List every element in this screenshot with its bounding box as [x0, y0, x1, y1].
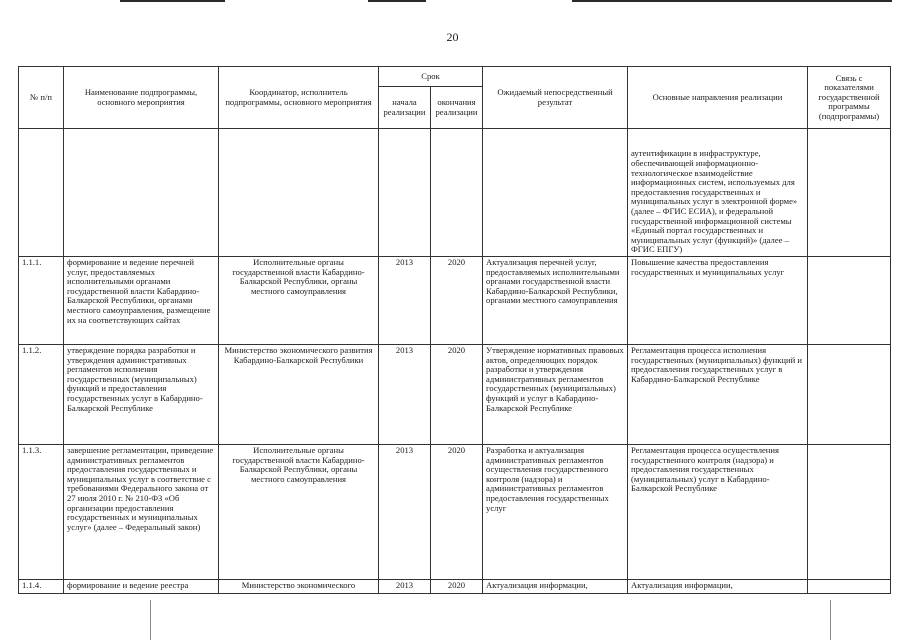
table-row	[19, 580, 891, 594]
header-result: Ожидаемый непосредственный результат	[483, 67, 628, 129]
header-coordinator: Координатор, исполнитель подпрограммы, основного мероприятия	[219, 67, 379, 129]
row-link	[808, 445, 891, 580]
scan-edge-line	[120, 0, 225, 2]
row-end: 2020	[431, 257, 483, 345]
row-coordinator: Министерство экономического	[219, 580, 379, 594]
row-result: Актуализация перечней услуг, предоставляемых исполнительными органами государственной власти Кабардино-Балкарской Республики, органами местного самоуправления	[483, 257, 628, 345]
row-start: 2013	[379, 257, 431, 345]
header-name: Наименование подпрограммы, основного мероприятия	[64, 67, 219, 129]
row-link	[808, 257, 891, 345]
row-end: 2020	[431, 445, 483, 580]
row-name: завершение регламентации, приведение административных регламентов предоставления государственных и муниципальных услуг в соответствие с требованиями Федерального закона от 27 июля 2010 г. № 210-ФЗ «Об организации предоставления государственных и муниципальных услуг» (далее – Федеральный закон)	[64, 445, 219, 580]
header-link: Связь с показателями государственной программы (подпрограммы)	[808, 67, 891, 129]
row-num: 1.1.3.	[19, 445, 64, 580]
row-num: 1.1.1.	[19, 257, 64, 345]
row-num: 1.1.2.	[19, 345, 64, 445]
scan-edge-line	[368, 0, 426, 2]
row-directions: Регламентация процесса исполнения государственных (муниципальных) функций и предоставления государственных услуг в Кабардино-Балкарской Республике	[628, 345, 808, 445]
row-name: формирование и ведение перечней услуг, предоставляемых исполнительными органами государственной власти Кабардино-Балкарской Республики, органами местного самоуправления, размещение их на соответствующих сайтах	[64, 257, 219, 345]
row-link	[808, 345, 891, 445]
row-end: 2020	[431, 580, 483, 594]
row-name: формирование и ведение реестра	[64, 580, 219, 594]
table-row	[19, 345, 891, 445]
header-directions: Основные направления реализации	[628, 67, 808, 129]
row-directions: Регламентация процесса осуществления государственного контроля (надзора) и предоставления государственных (муниципальных) услуг в Кабардино-Балкарской Республике	[628, 445, 808, 580]
scan-guide-line	[830, 600, 831, 640]
table-row	[19, 257, 891, 345]
continuation-text: аутентификации в инфраструктуре, обеспечивающей информационно-технологическое взаимодействие информационных систем, используемых для предоставления государственных и муниципальных услуг в электронной форме» (далее – ФГИС ЕСИА), и федеральной государственной информационной системы «Единый портал государственных и муниципальных услуг (функций)» (далее – ФГИС ЕПГУ)	[628, 129, 808, 257]
row-num: 1.1.4.	[19, 580, 64, 594]
row-start: 2013	[379, 445, 431, 580]
row-directions: Актуализация информации,	[628, 580, 808, 594]
scan-guide-line	[150, 600, 151, 640]
continuation-row	[19, 129, 891, 257]
row-coordinator: Министерство экономического развития Кабардино-Балкарской Республики	[219, 345, 379, 445]
scan-edge-line	[572, 0, 892, 2]
page-number: 20	[446, 30, 459, 44]
row-directions: Повышение качества предоставления государственных и муниципальных услуг	[628, 257, 808, 345]
row-coordinator: Исполнительные органы государственной власти Кабардино-Балкарской Республики, органы местного самоуправления	[219, 257, 379, 345]
header-end: окончания реализации	[431, 87, 483, 129]
row-result: Разработка и актуализация административных регламентов осуществления государственного контроля (надзора) и административных регламентов предоставления государственных услуг	[483, 445, 628, 580]
row-start: 2013	[379, 580, 431, 594]
row-end: 2020	[431, 345, 483, 445]
header-start: начала реализации	[379, 87, 431, 129]
row-link	[808, 580, 891, 594]
header-num: № п/п	[19, 67, 64, 129]
row-start: 2013	[379, 345, 431, 445]
row-coordinator: Исполнительные органы государственной власти Кабардино-Балкарской Республики, органы местного самоуправления	[219, 445, 379, 580]
row-name: утверждение порядка разработки и утверждения административных регламентов исполнения государственных (муниципальных) функций и предоставления государственных услуг в Кабардино-Балкарской Республике	[64, 345, 219, 445]
row-result: Актуализация информации,	[483, 580, 628, 594]
header-term: Срок	[379, 67, 483, 87]
table-row	[19, 445, 891, 580]
row-result: Утверждение нормативных правовых актов, определяющих порядок разработки и утверждения административных регламентов государственных (муниципальных) функций и услуг в Кабардино-Балкарской Республике	[483, 345, 628, 445]
program-table	[18, 66, 891, 594]
